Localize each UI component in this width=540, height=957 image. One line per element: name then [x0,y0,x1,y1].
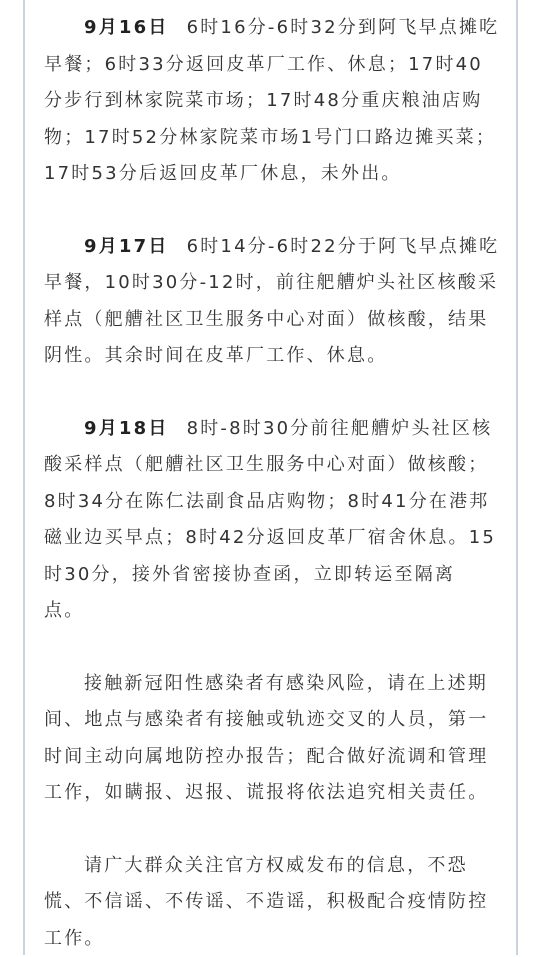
text-line: 分步行到林家院菜市场；17时48分重庆粮油店购 [44,83,496,120]
text-line: 8时34分在陈仁法副食品店购物；8时41分在港邦 [44,484,496,521]
paragraph-sep18 [44,411,496,630]
text-line: 物；17时52分林家院菜市场1号门口路边摊买菜； [44,120,496,157]
text-line: 时30分，接外省密接协查函，立即转运至隔离 [44,557,496,594]
text-line-content: 8时-8时30分前往舥艚炉头社区核 [187,418,493,439]
paragraph-appeal [44,848,496,957]
text-line: 请广大群众关注官方权威发布的信息，不恐 [44,848,496,885]
left-border [23,0,25,955]
text-line [44,411,496,448]
text-line: 早餐；6时33分返回皮革厂工作、休息；17时40 [44,47,496,84]
text-line: 酸采样点（舥艚社区卫生服务中心对面）做核酸； [44,447,496,484]
text-line: 点。 [44,593,496,630]
text-line: 阴性。其余时间在皮革厂工作、休息。 [44,338,496,375]
text-line [44,10,496,47]
text-line: 磁业边买早点；8时42分返回皮革厂宿舍休息。15 [44,520,496,557]
text-line-content: 6时14分-6时22分于阿飞早点摊吃 [187,236,500,257]
paragraph-sep16 [44,10,496,193]
date-label: 9月18日 [84,418,169,439]
text-line: 工作，如瞒报、迟报、谎报将依法追究相关责任。 [44,775,496,812]
text-line: 时间主动向属地防控办报告；配合做好流调和管理 [44,739,496,776]
date-label: 9月16日 [84,17,169,38]
text-line: 慌、不信谣、不传谣、不造谣，积极配合疫情防控 [44,884,496,921]
text-line: 接触新冠阳性感染者有感染风险，请在上述期 [44,666,496,703]
paragraph-notice [44,666,496,812]
right-border [516,0,518,955]
text-line-content: 6时16分-6时32分到阿飞早点摊吃 [187,17,500,38]
article-body [44,10,496,957]
text-line: 工作。 [44,921,496,957]
text-line: 间、地点与感染者有接触或轨迹交叉的人员，第一 [44,702,496,739]
date-label: 9月17日 [84,236,169,257]
text-line: 早餐，10时30分-12时，前往舥艚炉头社区核酸采 [44,265,496,302]
text-line: 17时53分后返回皮革厂休息，未外出。 [44,156,496,193]
text-line: 样点（舥艚社区卫生服务中心对面）做核酸，结果 [44,302,496,339]
text-line [44,229,496,266]
paragraph-sep17 [44,229,496,375]
